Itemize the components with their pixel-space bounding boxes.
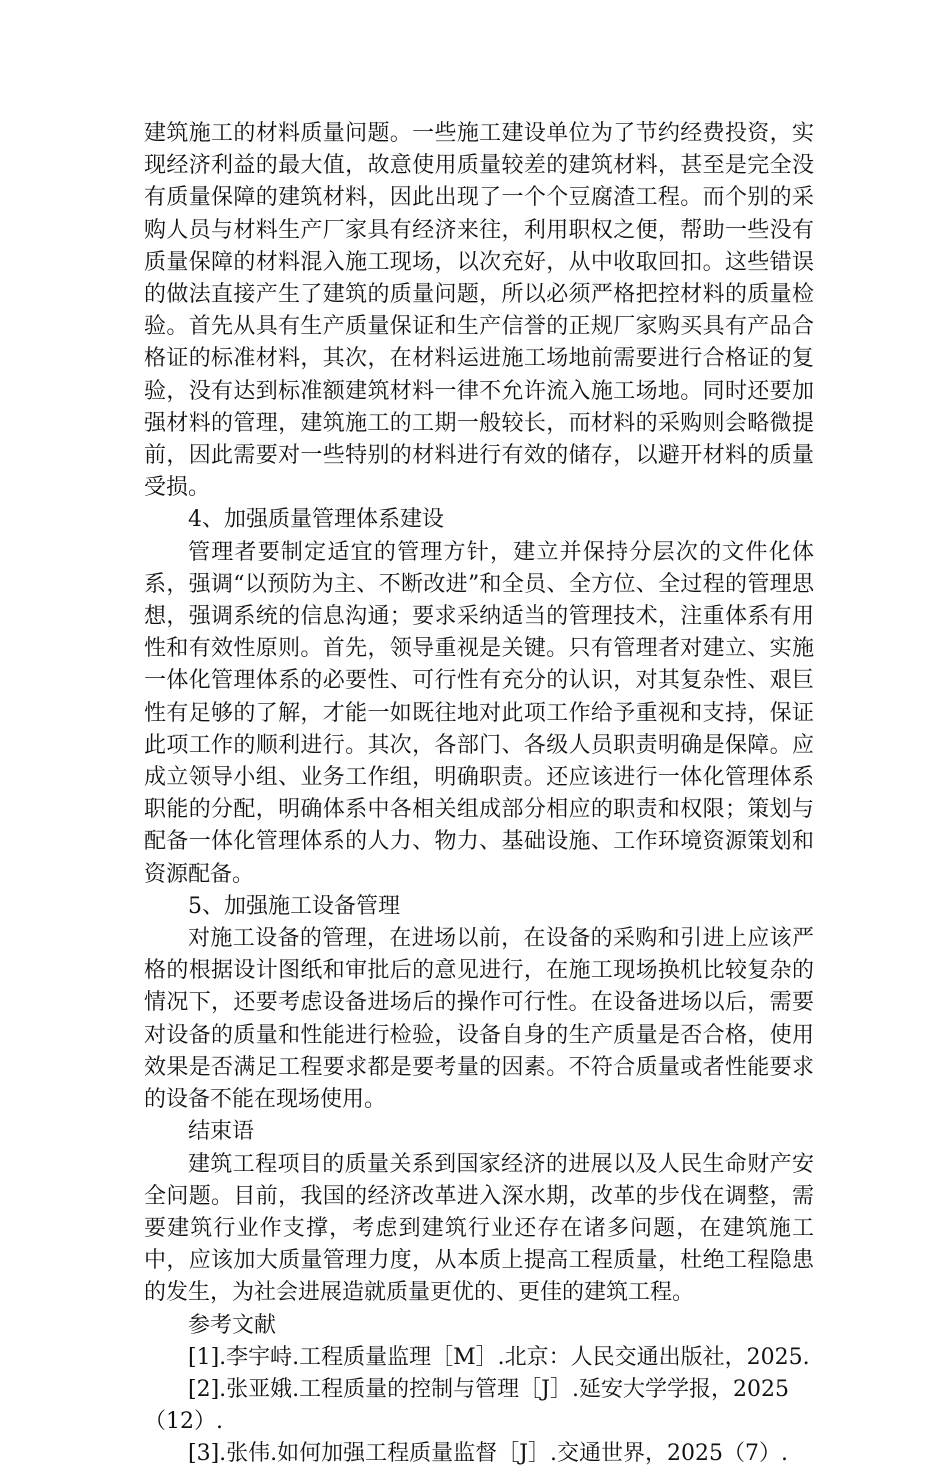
reference-item: [1].李宇峙.工程质量监理［M］.北京：人民交通出版社，2025. xyxy=(188,1344,810,1370)
reference-item: [3].张伟.如何加强工程质量监督［J］.交通世界，2025（7）. xyxy=(188,1441,788,1467)
paragraph-equipment: 对施工设备的管理，在进场以前，在设备的采购和引进上应该严格的根据设计图纸和审批后的意见进行，在施工现场换机比较复杂的情况下，还要考虑设备进场后的操作可行性。在设备进场以后，需要对设备的质量和性能进行检验，设备自身的生产质量是否合格，使用效果是否满足工程要求都是要考量的因素。不符合质量或者性能要求的设备不能在现场使用。 xyxy=(144,926,814,1113)
references-heading: 参考文献 xyxy=(188,1312,277,1338)
paragraph-quality-system: 管理者要制定适宜的管理方针，建立并保持分层次的文件化体系，强调“以预防为主、不断改进”和全员、全方位、全过程的管理思想，强调系统的信息沟通；要求采纳适当的管理技术，注重体系有用性和有效性原则。首先，领导重视是关键。只有管理者对建立、实施一体化管理体系的必要性、可行性有充分的认识，对其复杂性、艰巨性有足够的了解，才能一如既往地对此项工作给予重视和支持，保证此项工作的顺利进行。其次，各部门、各级人员职责明确是保障。应成立领导小组、业务工作组，明确职责。还应该进行一体化管理体系职能的分配，明确体系中各相关组成部分相应的职责和权限；策划与配备一体化管理体系的人力、物力、基础设施、工作环境资源策划和资源配备。 xyxy=(144,539,814,887)
paragraph-conclusion: 建筑工程项目的质量关系到国家经济的进展以及人民生命财产安全问题。目前，我国的经济改革进入深水期，改革的步伐在调整，需要建筑行业作支撑，考虑到建筑行业还存在诸多问题，在建筑施工中，应该加大质量管理力度，从本质上提高工程质量，杜绝工程隐患的发生，为社会进展造就质量更优的、更佳的建筑工程。 xyxy=(144,1151,814,1306)
conclusion-heading: 结束语 xyxy=(188,1119,255,1145)
section-heading-5: 5、加强施工设备管理 xyxy=(188,893,400,919)
document-page xyxy=(144,118,814,1471)
section-heading-4: 4、加强质量管理体系建设 xyxy=(188,507,444,533)
reference-item: [2].张亚娥.工程质量的控制与管理［J］.延安大学学报，2025（12）. xyxy=(144,1376,789,1435)
paragraph-materials-continuation: 建筑施工的材料质量问题。一些施工建设单位为了节约经费投资，实现经济利益的最大值，故意使用质量较差的建筑材料，甚至是完全没有质量保障的建筑材料，因此出现了一个个豆腐渣工程。而个别的采购人员与材料生产厂家具有经济来往，利用职权之便，帮助一些没有质量保障的材料混入施工现场，以次充好，从中收取回扣。这些错误的做法直接产生了建筑的质量问题，所以必须严格把控材料的质量检验。首先从具有生产质量保证和生产信誉的正规厂家购买具有产品合格证的标准材料，其次，在材料运进施工场地前需要进行合格证的复验，没有达到标准额建筑材料一律不允许流入施工场地。同时还要加强材料的管理，建筑施工的工期一般较长，而材料的采购则会略微提前，因此需要对一些特别的材料进行有效的储存，以避开材料的质量受损。 xyxy=(144,121,814,501)
